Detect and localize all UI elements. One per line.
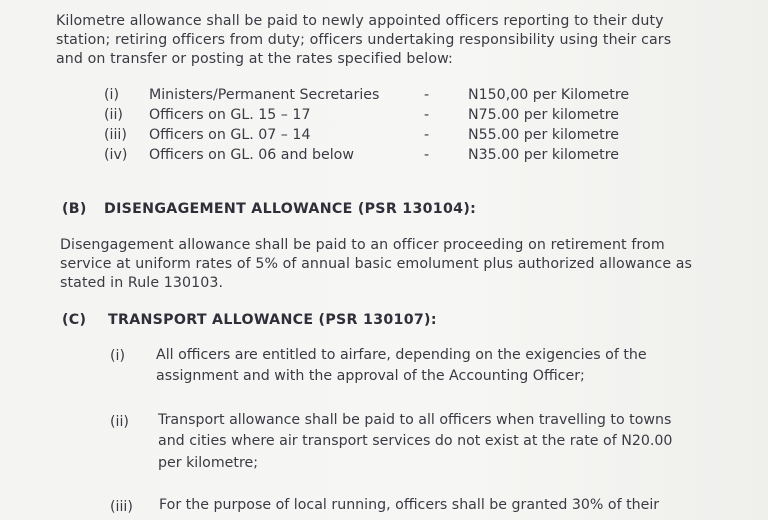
rate-value: N150,00 per Kilometre bbox=[468, 87, 630, 103]
rate-number: (i) bbox=[104, 87, 120, 103]
rate-row bbox=[0, 85, 768, 105]
intro-line: station; retiring officers from duty; officers undertaking responsibility using their cars bbox=[56, 32, 672, 48]
section-title: DISENGAGEMENT ALLOWANCE (PSR 130104): bbox=[104, 201, 477, 217]
item-line: For the purpose of local running, officers shall be granted 30% of their bbox=[159, 497, 660, 513]
section-title: TRANSPORT ALLOWANCE (PSR 130107): bbox=[108, 312, 437, 328]
rate-description: Officers on GL. 07 – 14 bbox=[149, 127, 311, 143]
body-line: Disengagement allowance shall be paid to an officer proceeding on retirement from bbox=[60, 237, 665, 253]
rate-value: N35.00 per kilometre bbox=[468, 147, 619, 163]
body-line: service at uniform rates of 5% of annual basic emolument plus authorized allowance as bbox=[60, 256, 693, 272]
item-line: Transport allowance shall be paid to all officers when travelling to towns bbox=[158, 412, 672, 428]
rate-description: Officers on GL. 15 – 17 bbox=[149, 107, 311, 123]
item-line: assignment and with the approval of the Accounting Officer; bbox=[156, 368, 585, 384]
item-line: All officers are entitled to airfare, depending on the exigencies of the bbox=[156, 347, 647, 363]
rate-row bbox=[0, 125, 768, 145]
rate-description: Ministers/Permanent Secretaries bbox=[149, 87, 380, 103]
rate-value: N75.00 per kilometre bbox=[468, 107, 619, 123]
item-line: per kilometre; bbox=[158, 455, 258, 471]
rate-dash: - bbox=[424, 87, 430, 103]
item-number: (iii) bbox=[110, 499, 133, 515]
section-label: (B) bbox=[62, 201, 87, 217]
item-number: (i) bbox=[110, 348, 126, 364]
section-label: (C) bbox=[62, 312, 87, 328]
rate-dash: - bbox=[424, 127, 430, 143]
rate-dash: - bbox=[424, 107, 430, 123]
item-line: and cities where air transport services do not exist at the rate of N20.00 bbox=[158, 433, 673, 449]
rate-description: Officers on GL. 06 and below bbox=[149, 147, 354, 163]
rate-row bbox=[0, 105, 768, 125]
rate-number: (ii) bbox=[104, 107, 123, 123]
item-number: (ii) bbox=[110, 414, 129, 430]
body-line: stated in Rule 130103. bbox=[60, 275, 224, 291]
intro-line: and on transfer or posting at the rates specified below: bbox=[56, 51, 453, 67]
rate-value: N55.00 per kilometre bbox=[468, 127, 619, 143]
intro-line: Kilometre allowance shall be paid to newly appointed officers reporting to their duty bbox=[56, 13, 664, 29]
rate-number: (iv) bbox=[104, 147, 128, 163]
rate-number: (iii) bbox=[104, 127, 127, 143]
rate-row bbox=[0, 145, 768, 165]
rate-dash: - bbox=[424, 147, 430, 163]
